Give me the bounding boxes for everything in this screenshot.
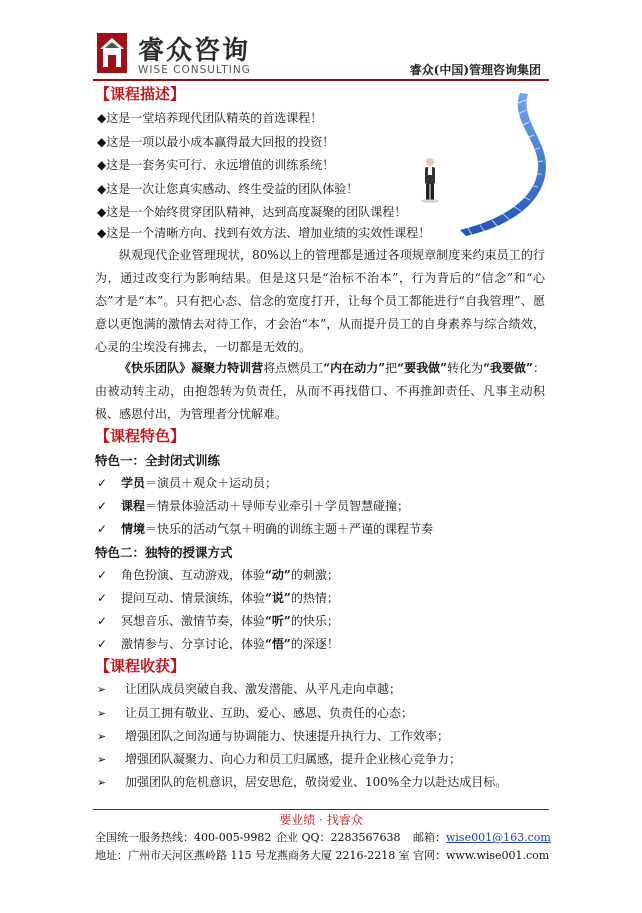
arrow-icon: ➢ xyxy=(97,707,107,720)
desc-bullet: ◆这是一套务实可行、永远增值的训练系统！ xyxy=(97,158,335,172)
desc-bullet: ◆这是一次让您真实感动、终生受益的团队体验！ xyxy=(97,182,359,196)
check-icon: ✓ xyxy=(97,637,108,651)
gain-item: ➢ 加强团队的危机意识，居安思危，敬岗爱业、100%全力以赴达成目标。 xyxy=(97,775,508,789)
check-icon: ✓ xyxy=(97,476,108,490)
email-link[interactable]: wise001@163.com xyxy=(446,831,551,844)
desc-bullet: ◆这是一个始终贯穿团队精神，达到高度凝聚的团队课程！ xyxy=(97,205,407,219)
desc-bullet: ◆这是一堂培养现代团队精英的首选课程！ xyxy=(97,111,323,125)
feature-2-item: ✓ 冥想音乐、激情节奏，体验“听”的快乐； xyxy=(97,614,339,628)
footer-hotline: 全国统一服务热线：400-005-9982 xyxy=(95,831,272,844)
arrow-icon: ➢ xyxy=(97,776,107,789)
desc-paragraph-1: 纵观现代企业管理现状，80%以上的管理都是通过各项规章制度来约束员工的行为，通过改变行为影响结果。但是这只是“治标不治本”，行为背后的“信念”和“心态”才是“本”。只有把心态、信念的宽度打开，让每个员工都能进行“自我管理”、愿意以更饱满的激情去对待工作，才会治“本”，从而提升员工的自身素养与综合绩效，心灵的尘埃没有拂去，一切都是无效的。 xyxy=(95,248,545,354)
feature-2-item: ✓ 角色扮演、互动游戏，体验“动”的刺激； xyxy=(97,568,339,582)
desc-bullet: ◆这是一项以最小成本赢得最大回报的投资！ xyxy=(97,135,335,149)
feature-1-title: 特色一：全封闭式训练 xyxy=(95,453,221,468)
gain-item: ➢ 增强团队之间沟通与协调能力、快速提升执行力、工作效率； xyxy=(97,729,450,743)
section-title-features: 【课程特色】 xyxy=(95,427,186,445)
desc-paragraph-2: 《快乐团队》凝聚力特训营将点燃员工“内在动力”把“要我做”转化为“我要做”：由被动转主动，由抱怨转为负责任，从而不再找借口、不再推卸责任、凡事主动积极、感恩付出，为管理者分忧解难。 xyxy=(95,361,545,421)
footer-qq: 企业 QQ：2283567638 xyxy=(276,831,401,844)
camp-name: 《快乐团队》凝聚力特训营 xyxy=(119,361,264,375)
house-logo-icon xyxy=(97,33,127,73)
header-divider xyxy=(93,79,549,81)
feature-1-item: ✓ 学员＝演员＋观众＋运动员； xyxy=(97,476,278,490)
gain-item: ➢ 让员工拥有敬业、互助、爱心、感恩、负责任的心态； xyxy=(97,706,414,720)
feature-1-item: ✓ 情境＝快乐的活动气氛＋明确的训练主题＋严谨的课程节奏 xyxy=(97,522,434,536)
feature-2-item: ✓ 激情参与、分享讨论，体验“悟”的深逐！ xyxy=(97,637,339,651)
section-title-gains: 【课程收获】 xyxy=(95,657,186,675)
footer-slogan: 要业绩 · 找睿众 xyxy=(279,813,363,827)
footer-email: 邮箱：wise001@163.com xyxy=(413,831,551,844)
company-group-name: 睿众(中国)管理咨询集团 xyxy=(409,63,541,77)
check-icon: ✓ xyxy=(97,522,108,536)
footer-website[interactable]: 官网：www.wise001.com xyxy=(413,849,550,862)
check-icon: ✓ xyxy=(97,568,108,582)
gain-item: ➢ 让团队成员突破自我、激发潜能、从平凡走向卓越； xyxy=(97,682,402,696)
check-icon: ✓ xyxy=(97,499,108,513)
check-icon: ✓ xyxy=(97,591,108,605)
arrow-icon: ➢ xyxy=(97,683,107,696)
logo-text: 睿众咨询 xyxy=(138,36,251,66)
arrow-icon: ➢ xyxy=(97,730,107,743)
feature-1-item: ✓ 课程＝情景体验活动＋导师专业牵引＋学员智慧碰撞； xyxy=(97,499,410,513)
feature-2-title: 特色二：独特的授课方式 xyxy=(95,545,233,560)
logo-subtext: WISE CONSULTING xyxy=(138,64,251,76)
desc-bullet: ◆这是一个清晰方向、找到有效方法、增加业绩的实效性课程！ xyxy=(97,226,431,240)
footer-divider xyxy=(93,809,549,810)
gain-item: ➢ 增强团队凝聚力、向心力和员工归属感，提升企业核心竞争力； xyxy=(97,752,462,766)
footer-address: 地址：广州市天河区燕岭路 115 号龙燕商务大厦 2216-2218 室 xyxy=(95,849,410,862)
feature-2-item: ✓ 提问互动、情景演练，体验“说”的热情； xyxy=(97,591,339,605)
check-icon: ✓ xyxy=(97,614,108,628)
section-title-description: 【课程描述】 xyxy=(95,85,186,103)
arrow-icon: ➢ xyxy=(97,753,107,766)
staircase-illustration xyxy=(400,88,550,236)
